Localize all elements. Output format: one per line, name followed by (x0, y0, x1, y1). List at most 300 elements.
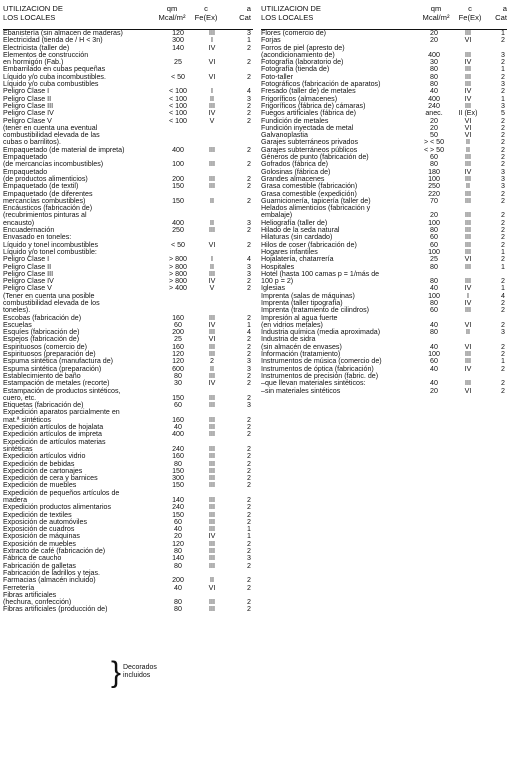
qm-value: 100 (428, 247, 440, 256)
entry-name: Líquido y tonel incombustibles (3, 240, 99, 249)
c-value: III (209, 226, 215, 235)
c-value: III (465, 357, 471, 366)
qm-value: 400 (428, 50, 440, 59)
qm-value (161, 205, 195, 212)
c-value (195, 293, 229, 300)
a-value: 2 (247, 517, 251, 526)
entry-name: combustibilidad elevada de los (3, 298, 100, 307)
a-value: 2 (247, 160, 251, 169)
entry-name: Fotografía (tienda de) (261, 65, 330, 74)
qm-value: 160 (172, 313, 184, 322)
header-title (261, 4, 321, 22)
c-value: II (210, 94, 214, 103)
qm-value: < 100 (169, 94, 187, 103)
a-value: 2 (501, 36, 505, 45)
header-c-top: c (204, 4, 208, 13)
a-value: 2 (501, 255, 505, 264)
header-qm (419, 4, 453, 22)
entry-name: Expedición aparatos parcialmente en (3, 408, 120, 417)
c-value: III (465, 277, 471, 286)
entry-name: (acondicionamiento de) (261, 50, 335, 59)
c-value: III (209, 547, 215, 556)
a-value: 2 (501, 306, 505, 315)
c-value: VI (464, 386, 472, 395)
header-c-top: c (468, 4, 472, 13)
entry-name: sintéticas (3, 444, 33, 453)
header-a-unit: Cat (495, 13, 507, 22)
qm-value: 80 (430, 328, 438, 337)
c-value: III (209, 174, 215, 183)
header-a-top: a (246, 4, 251, 13)
entry-name: Peligro Clase IV (3, 277, 54, 286)
c-value: II (210, 262, 214, 271)
c-value: III (465, 262, 471, 271)
a-value: 2 (501, 364, 505, 373)
a-value: 2 (247, 313, 251, 322)
entry-name: Expedición de cartonajes (3, 466, 83, 475)
c-value: III (209, 313, 215, 322)
c-value: III (465, 350, 471, 359)
c-value: III (209, 605, 215, 614)
left-table-header (3, 4, 253, 30)
c-value: II (466, 145, 470, 154)
qm-value: 240 (428, 101, 440, 110)
qm-value: 300 (172, 474, 184, 483)
c-value: III (465, 196, 471, 205)
qm-value: 200 (172, 328, 184, 337)
c-value: III (209, 554, 215, 563)
header-c-unit: Fe(Ex) (458, 13, 482, 22)
entry-name: Espejos (fabricación de) (3, 335, 80, 344)
c-value: III (209, 517, 215, 526)
c-value: III (465, 80, 471, 89)
qm-value: 100 (428, 174, 440, 183)
entry-name: (Tener en cuenta una posible (3, 291, 95, 300)
c-value: III (209, 423, 215, 432)
qm-value: 120 (172, 29, 184, 37)
qm-value: 140 (172, 554, 184, 563)
c-value: VI (464, 255, 472, 264)
qm-value: 60 (430, 240, 438, 249)
entry-name: Expedición de muebles (3, 481, 77, 490)
c-value: II (210, 576, 214, 585)
qm-value: 150 (172, 393, 184, 402)
note-line1: Decorados (123, 664, 157, 671)
entry-name: Foto-taller (261, 72, 293, 81)
entry-name: Imprenta (salas de máquinas) (261, 291, 355, 300)
a-value: 2 (501, 87, 505, 96)
a-value: 2 (247, 72, 251, 81)
entry-name: Garajes subterráneos privados (261, 138, 358, 147)
header-a-top: a (502, 4, 507, 13)
c-value: III (209, 371, 215, 380)
entry-name: Grasa comestible (fabricación) (261, 182, 358, 191)
header-c (189, 4, 223, 22)
a-value: 2 (247, 240, 251, 249)
c-value: II (210, 364, 214, 373)
c-value: IV (208, 43, 216, 52)
qm-value: 60 (430, 233, 438, 242)
entry-name: Empaquetado (de material de impreta) (3, 145, 125, 154)
right-table-header (261, 4, 507, 30)
qm-value: > < 50 (423, 138, 445, 147)
entry-name: Grasa comestible (expedición) (261, 189, 357, 198)
qm-value: 120 (172, 539, 184, 548)
entry-name: Flores (comercio de) (261, 29, 327, 37)
qm-value (161, 300, 195, 307)
a-value: 2 (247, 561, 251, 570)
c-value: III (465, 226, 471, 235)
a-value: 4 (247, 328, 251, 337)
a-value: 2 (247, 101, 251, 110)
qm-value: 60 (174, 401, 182, 410)
entry-name: Peligro Clase IV (3, 109, 54, 118)
entry-name: Etiquetas (fabricación de) (3, 401, 84, 410)
qm-value: 20 (430, 123, 438, 132)
a-value: 2 (247, 174, 251, 183)
entry-name: Espirituosos (comercio de) (3, 342, 87, 351)
qm-value: 20 (430, 29, 438, 37)
entry-name: Hilado de la seda natural (261, 226, 340, 235)
a-value: 1 (501, 65, 505, 74)
c-value: III (465, 189, 471, 198)
a-value: 4 (247, 255, 251, 264)
c-value: I (211, 255, 213, 264)
a-value: 2 (247, 196, 251, 205)
entry-name: Galvanoplastia (261, 131, 308, 140)
entry-name: Hojalatería, chatarrería (261, 255, 334, 264)
a-value: 3 (247, 218, 251, 227)
qm-value: 20 (430, 211, 438, 220)
entry-name: Farmacias (almacén incluido) (3, 576, 96, 585)
a-value: 2 (501, 153, 505, 162)
qm-value: anec. (425, 109, 443, 118)
entry-name: Fundición de metales (261, 116, 329, 125)
c-value: 2 (210, 357, 214, 366)
c-value: VI (464, 342, 472, 351)
qm-value: 20 (430, 116, 438, 125)
entry-name: Fibras artificiales (producción de) (3, 605, 108, 614)
a-value: 2 (247, 423, 251, 432)
c-value: II (466, 182, 470, 191)
entry-name: Líquido y/o cuba combustibles (3, 80, 99, 89)
entry-name: Imprenta (taller tipografía) (261, 298, 343, 307)
a-value: 2 (247, 335, 251, 344)
c-value: III (465, 29, 471, 37)
entry-name: Forros de piel (apresto de) (261, 43, 345, 52)
entry-name: Fresado (taller de) de metales (261, 87, 356, 96)
c-value: V (209, 284, 215, 293)
a-value: 1 (501, 284, 505, 293)
entry-name: Géneros de punto (fabricación de) (261, 153, 369, 162)
table-row (3, 388, 253, 395)
a-value: 2 (247, 539, 251, 548)
a-value: 3 (501, 50, 505, 59)
qm-value: 400 (172, 430, 184, 439)
entry-name: Hospitales (261, 262, 295, 271)
qm-value: 40 (430, 364, 438, 373)
c-value: III (209, 350, 215, 359)
entry-name: Escuelas (3, 320, 32, 329)
qm-value: 40 (430, 379, 438, 388)
c-value: III (465, 72, 471, 81)
c-value: VI (464, 320, 472, 329)
a-value: 3 (501, 167, 505, 176)
a-value: 2 (501, 72, 505, 81)
a-value: 3 (247, 262, 251, 271)
c-value: II (210, 196, 214, 205)
table-row (3, 577, 253, 584)
a-value: 1 (501, 94, 505, 103)
c-value: III (209, 459, 215, 468)
a-value: 2 (247, 452, 251, 461)
c-value: III (209, 182, 215, 191)
entry-name: Espuma sintética (preparación) (3, 364, 102, 373)
a-value: 2 (247, 379, 251, 388)
c-value: III (209, 29, 215, 37)
header-c-unit: Fe(Ex) (194, 13, 218, 22)
a-value: 2 (247, 350, 251, 359)
a-value: 2 (501, 131, 505, 140)
header-qm-unit: Mcal/m² (158, 13, 186, 22)
qm-value: < > 50 (423, 145, 445, 154)
a-value: 2 (247, 393, 251, 402)
qm-value: < 100 (169, 87, 187, 96)
qm-value: 600 (172, 364, 184, 373)
entry-name: (tener en cuenta una eventual (3, 123, 98, 132)
c-value: II (Ex) (458, 109, 478, 118)
a-value: 2 (247, 474, 251, 483)
qm-value: < 50 (170, 72, 185, 81)
c-value: III (209, 393, 215, 402)
qm-value: 400 (172, 145, 184, 154)
a-value: 2 (501, 116, 505, 125)
c-value: III (209, 598, 215, 607)
entry-name: Elementos de construcción (3, 50, 89, 59)
entry-name: Peligro Clase II (3, 262, 52, 271)
c-value: III (465, 306, 471, 315)
entry-name: Frigoríficos (almacenes) (261, 94, 338, 103)
qm-value: 100 (172, 160, 184, 169)
a-value: 3 (501, 328, 505, 337)
header-title-line1: UTILIZACION DE (3, 4, 63, 13)
qm-value: 120 (172, 350, 184, 359)
a-value: 2 (247, 503, 251, 512)
entry-name: Fabricación de galletas (3, 561, 76, 570)
c-value: III (209, 145, 215, 154)
table-row (3, 606, 253, 613)
header-title-line2: LOS LOCALES (3, 13, 56, 22)
qm-value: > 800 (169, 262, 187, 271)
qm-value: 40 (174, 525, 182, 534)
qm-value: 150 (172, 196, 184, 205)
table-row (261, 388, 507, 395)
qm-value: > 800 (169, 269, 187, 278)
c-value: III (209, 496, 215, 504)
a-value: 2 (501, 240, 505, 249)
a-value (229, 125, 253, 132)
entry-name: Gofrados (fábrica de) (261, 160, 329, 169)
a-value: 2 (501, 226, 505, 235)
right-column (261, 4, 507, 395)
qm-value: 20 (174, 532, 182, 541)
c-value: II (210, 218, 214, 227)
c-value: III (465, 101, 471, 110)
qm-value: 80 (174, 561, 182, 570)
c-value: III (209, 415, 215, 424)
a-value: 1 (247, 36, 251, 45)
qm-value: 200 (172, 174, 184, 183)
entry-name: Ebanistería (sin almacen de maderas) (3, 29, 123, 37)
a-value: 5 (501, 109, 505, 118)
header-title-line1: UTILIZACION DE (261, 4, 321, 13)
entry-name: Expedición de artículos materias (3, 437, 106, 446)
a-value: 1 (501, 29, 505, 37)
qm-value: 150 (172, 466, 184, 475)
a-value: 2 (247, 371, 251, 380)
qm-value: > 800 (169, 277, 187, 286)
qm-value: 400 (428, 94, 440, 103)
qm-value: > 800 (169, 255, 187, 264)
entry-name: Hilos de coser (fabricación de) (261, 240, 357, 249)
c-value: IV (464, 284, 472, 293)
qm-value: 40 (174, 423, 182, 432)
a-value: 2 (247, 496, 251, 504)
entry-name: (sin almacén de envases) (261, 342, 342, 351)
entry-name: (de mercancías incombustibles) (3, 160, 104, 169)
a-value: 2 (247, 547, 251, 556)
entry-name: –que llevan materiales sintéticos: (261, 379, 366, 388)
qm-value: 180 (428, 167, 440, 176)
c-value: III (209, 160, 215, 169)
qm-value: < 100 (169, 101, 187, 110)
entry-name: Exposición de muebles (3, 539, 76, 548)
qm-value: 250 (428, 182, 440, 191)
c-value: III (209, 444, 215, 453)
c-value: III (209, 503, 215, 512)
qm-value: 80 (430, 277, 438, 286)
entry-name: Hogares infantiles (261, 247, 318, 256)
a-value: 2 (501, 233, 505, 242)
qm-value: 160 (172, 342, 184, 351)
entry-name: Expedición de bebidas (3, 459, 75, 468)
a-value (229, 205, 253, 212)
c-value: III (209, 539, 215, 548)
qm-value: 60 (174, 517, 182, 526)
qm-value: 240 (172, 503, 184, 512)
left-table-body (3, 29, 253, 689)
a-value: 2 (501, 145, 505, 154)
table-row (3, 212, 253, 219)
qm-value: 100 (428, 291, 440, 300)
c-value: III (465, 65, 471, 74)
c-value: III (209, 525, 215, 534)
a-value: 2 (501, 189, 505, 198)
c-value: III (209, 466, 215, 475)
qm-value: 40 (430, 342, 438, 351)
table-row (3, 315, 253, 322)
header-qm (155, 4, 189, 22)
entry-name: Garajes subterráneos públicos (261, 145, 358, 154)
c-value: VI (208, 583, 216, 592)
qm-value: 80 (430, 72, 438, 81)
a-value: 2 (247, 444, 251, 453)
c-value: IV (208, 320, 216, 329)
entry-name: Fábrica de caucho (3, 554, 62, 563)
a-value: 2 (501, 196, 505, 205)
entry-name: Líquido y/o tonel combustible: (3, 247, 97, 256)
a-value: 3 (247, 364, 251, 373)
entry-name: (recubrimientos pinturas al (3, 211, 87, 220)
entry-name: cubas o barrilitos). (3, 138, 61, 147)
decorados-note (123, 664, 157, 680)
entry-name: Extracto de café (fabricación de) (3, 547, 106, 556)
qm-value (161, 132, 195, 139)
a-value: 3 (247, 401, 251, 410)
entry-name: Esquíes (fabricación de) (3, 328, 80, 337)
a-value (229, 300, 253, 307)
qm-value: 80 (174, 371, 182, 380)
c-value: VI (464, 116, 472, 125)
qm-value: 80 (430, 298, 438, 307)
qm-value: 40 (174, 583, 182, 592)
entry-name: Frigoríficos (fábrica de) cámaras) (261, 101, 366, 110)
a-value: 2 (247, 284, 251, 293)
c-value: IV (208, 532, 216, 541)
c-value: III (209, 561, 215, 570)
entry-name: Exposición de cuadros (3, 525, 75, 534)
qm-value: 80 (430, 262, 438, 271)
c-value (195, 125, 229, 132)
entry-name: Golosinas (fábrica de) (261, 167, 331, 176)
a-value (229, 293, 253, 300)
qm-value: 50 (430, 131, 438, 140)
entry-name: Estampación de productos sintéticos, (3, 386, 121, 395)
entry-name: Peligro Clase II (3, 94, 52, 103)
entry-name: Peligro Clase I (3, 87, 50, 96)
entry-name: Envasado en toneles: (3, 233, 72, 242)
entry-name: Impresión al agua fuerte (261, 313, 338, 322)
c-value: III (209, 474, 215, 483)
entry-name: Peligro Clase III (3, 269, 54, 278)
a-value (229, 132, 253, 139)
a-value: 3 (247, 29, 251, 37)
entry-name: Fotografía (laboratorio de) (261, 58, 344, 67)
exposition-brace: } (111, 656, 122, 689)
qm-value: 250 (172, 226, 184, 235)
qm-value: 140 (172, 43, 184, 52)
entry-name: en hormigón (Fab.) (3, 58, 64, 67)
entry-name: Empaquetado (de diferentes (3, 189, 93, 198)
c-value: III (209, 101, 215, 110)
a-value: 2 (247, 430, 251, 439)
entry-name: Expedición de textiles (3, 510, 72, 519)
entry-name: Imprenta (tratamiento de cilindros) (261, 306, 370, 315)
entry-name: Hilaturas (sin cardado) (261, 233, 333, 242)
a-value: 2 (501, 58, 505, 67)
a-value: 2 (247, 459, 251, 468)
a-value: 2 (501, 277, 505, 286)
entry-name: toneles). (3, 306, 31, 315)
a-value: 2 (247, 145, 251, 154)
c-value: IV (464, 167, 472, 176)
entry-name: Instrumentos de música (comercio de) (261, 357, 382, 366)
c-value: VI (464, 36, 472, 45)
a-value: 2 (247, 576, 251, 585)
entry-name: Instrumentos de precisión (fabric. de) (261, 371, 379, 380)
qm-value: 240 (172, 444, 184, 453)
entry-name: Peligro Clase III (3, 101, 54, 110)
